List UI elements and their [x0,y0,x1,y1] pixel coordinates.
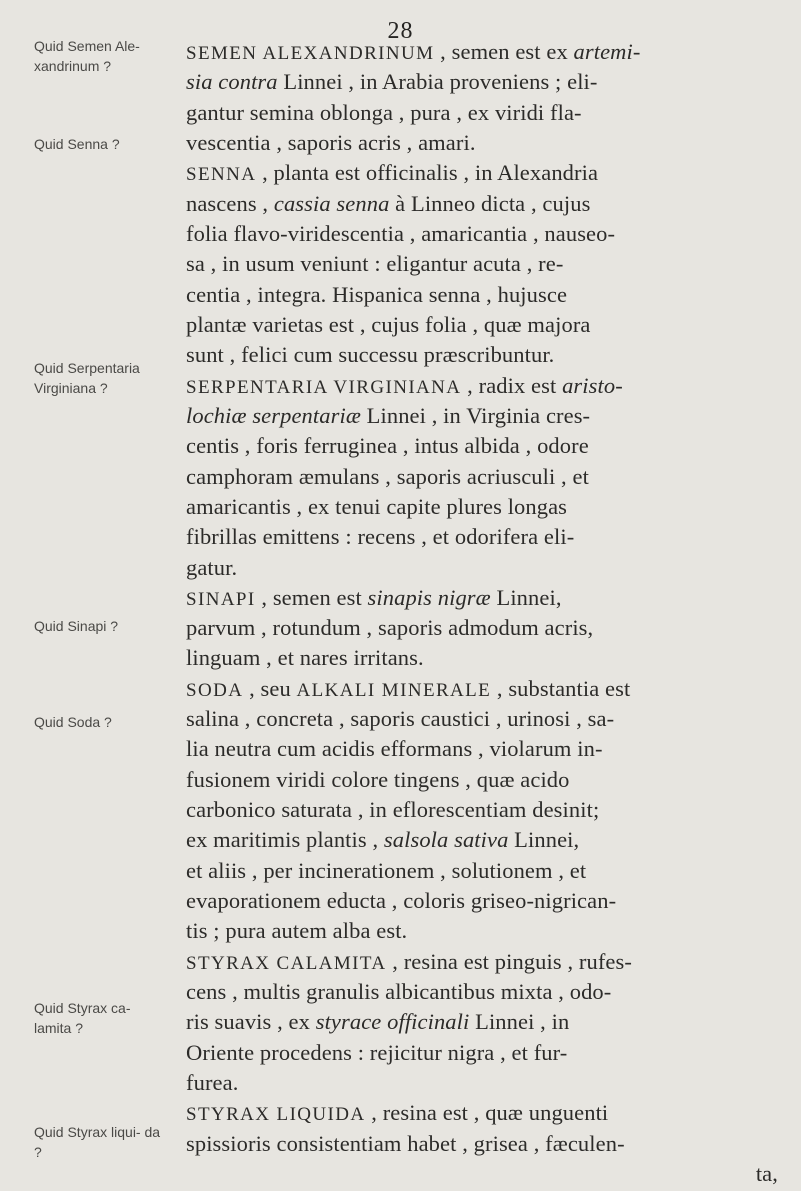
text-line [186,976,778,1008]
text-line [186,673,778,707]
text-segment: fusionem viridi colore tingens , quæ acido [186,767,570,792]
text-segment: , semen est ex [434,39,574,64]
text-line [186,1037,778,1069]
text-line [186,733,778,765]
text-line [186,188,778,220]
text-segment: linguam , et nares irritans. [186,645,424,670]
text-segment: ta, [755,1161,778,1186]
text-segment: gantur semina oblonga , pura , ex viridi fla- [186,100,582,125]
text-segment: tis ; pura autem alba est. [186,918,408,943]
text-segment: , semen est [255,585,368,610]
text-line [186,703,778,735]
text-line [186,248,778,280]
text-line [186,430,778,462]
species-name: lochiæ serpentariæ [186,403,361,428]
text-segment: nascens , [186,191,274,216]
text-segment: furea. [186,1070,239,1095]
text-line [186,946,778,980]
text-segment: spissioris consistentiam habet , grisea , fæculen- [186,1131,625,1156]
text-segment: , resina est pinguis , rufes- [386,949,632,974]
text-segment: parvum , rotundum , saporis admodum acris, [186,615,594,640]
species-name: artemi- [573,39,641,64]
text-segment: cens , multis granulis albicantibus mixta , odo- [186,979,612,1004]
text-segment: , radix est [461,373,563,398]
entry-heading: STYRAX CALAMITA [186,953,387,974]
entry-heading: ALKALI MINERALE [296,680,492,701]
margin-note-sinapi: Quid Sinapi ? [34,618,119,634]
margin-note-serpentaria: Quid Serpentaria Virginiana ? [34,360,140,396]
text-line [186,642,778,674]
margin-note-semen-alexandrinum: Quid Semen Ale- xandrinum ? [34,38,140,74]
text-line [186,824,778,856]
text-segment: Linnei, [490,585,562,610]
text-line [186,279,778,311]
text-line [186,66,778,98]
text-line [186,1006,778,1038]
text-segment: camphoram æmulans , saporis acriusculi , et [186,464,589,489]
margin-note-senna: Quid Senna ? [34,136,120,152]
text-segment: Linnei , in [469,1009,570,1034]
text-segment: Linnei, [508,827,580,852]
text-line [186,582,778,616]
text-segment: et aliis , per incinerationem , solutionem , et [186,858,587,883]
text-segment: plantæ varietas est , cujus folia , quæ majora [186,312,591,337]
entry-heading: SEMEN ALEXANDRINUM [186,43,435,64]
text-line [186,339,778,371]
text-line [186,157,778,191]
text-line [186,612,778,644]
text-line [186,855,778,887]
text-segment: fibrillas emittens : recens , et odorifera eli- [186,524,575,549]
text-line [186,794,778,826]
margin-note-styrax-liquida: Quid Styrax liqui- da ? [34,1124,161,1160]
text-line [186,1097,778,1131]
text-line [186,400,778,432]
text-segment: Oriente procedens : rejicitur nigra , et fur- [186,1040,568,1065]
text-segment: lia neutra cum acidis efformans , violarum in- [186,736,603,761]
entry-heading: SERPENTARIA VIRGINIANA [186,377,462,398]
margin-note-soda: Quid Soda ? [34,714,112,730]
entry-heading: SENNA [186,164,257,185]
text-line [186,915,778,947]
text-line [186,309,778,341]
text-segment: carbonico saturata , in eflorescentiam desinit; [186,797,600,822]
text-segment: , planta est officinalis , in Alexandria [256,160,599,185]
text-segment: , seu [243,676,297,701]
text-line [186,1067,778,1099]
species-name: sia contra [186,69,278,94]
text-segment: Linnei , in Arabia proveniens ; eli- [277,69,598,94]
text-line [186,370,778,404]
species-name: cassia senna [273,191,390,216]
text-segment: sa , in usum veniunt : eligantur acuta , re- [186,251,564,276]
text-line [186,1158,778,1190]
text-line [186,1128,778,1160]
entry-heading: STYRAX LIQUIDA [186,1104,366,1125]
text-segment: Linnei , in Virginia cres- [360,403,591,428]
species-name: sinapis nigræ [367,585,491,610]
text-line [186,521,778,553]
text-segment: , resina est , quæ unguenti [365,1100,609,1125]
text-segment: sunt , felici cum successu præscribuntur. [186,342,555,367]
text-line [186,461,778,493]
text-segment: folia flavo-viridescentia , amaricantia , nauseo- [186,221,616,246]
species-name: salsola sativa [383,827,509,852]
text-segment: à Linneo dicta , cujus [389,191,591,216]
text-line [186,127,778,159]
text-segment: centis , foris ferruginea , intus albida , odore [186,433,589,458]
text-line [186,97,778,129]
text-segment: ris suavis , ex [186,1009,316,1034]
text-segment: amaricantis , ex tenui capite plures longas [186,494,568,519]
text-line [186,885,778,917]
text-line [186,764,778,796]
text-segment: centia , integra. Hispanica senna , hujusce [186,282,568,307]
text-segment: gatur. [186,555,238,580]
text-line [186,552,778,584]
text-segment: evaporationem educta , coloris griseo-nigrican- [186,888,617,913]
text-line [186,218,778,250]
entry-heading: SODA [186,680,244,701]
margin-note-styrax-calamita: Quid Styrax ca- lamita ? [34,1000,131,1036]
text-segment: , substantia est [491,676,631,701]
text-line [186,36,778,70]
page-number: 28 [387,18,414,44]
species-name: styrace officinali [315,1009,470,1034]
text-segment: salina , concreta , saporis caustici , urinosi , sa- [186,706,615,731]
species-name: aristo- [562,373,623,398]
text-line [186,491,778,523]
entry-heading: SINAPI [186,589,256,610]
text-segment: vescentia , saporis acris , amari. [186,130,476,155]
text-segment: ex maritimis plantis , [186,827,384,852]
